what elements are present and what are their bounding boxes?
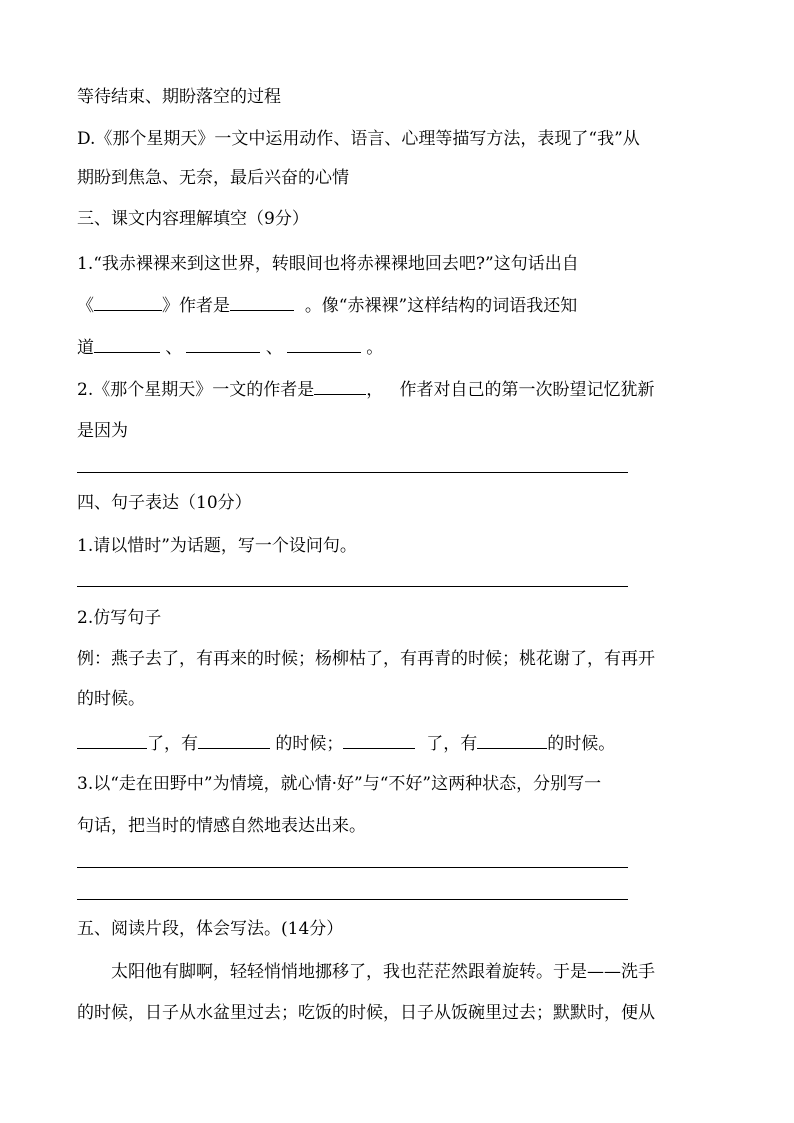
question-3-1-line-1 [77,253,579,275]
text-fragment: 道 [77,338,94,358]
option-c-continued [77,86,281,108]
question-text: 是因为 [77,421,128,441]
question-4-3-line-1 [77,773,601,795]
answer-line[interactable] [77,472,628,473]
question-4-1 [77,535,357,557]
text-line: 等待结束、期盼落空的过程 [77,87,281,107]
passage-text: 的时候，日子从水盆里过去；吃饭的时候，日子从饭碗里过去；默默时，便从 [77,1003,655,1023]
option-d-continued [77,167,349,189]
answer-line[interactable] [77,867,628,868]
text-fragment: ， 作者对自己的第一次盼望记忆犹新 [366,380,655,400]
fill-blank-book-title[interactable] [94,294,162,311]
fill-blank-imitation-1[interactable] [77,732,147,749]
text-fragment: 。 [366,338,384,358]
example-line-1 [77,648,655,670]
fill-blank-author[interactable] [230,294,294,311]
fill-blank-imitation-4[interactable] [477,732,547,749]
passage-line-1 [111,961,655,983]
question-text: 2.仿写句子 [77,608,162,628]
passage-line-2 [77,1002,655,1024]
fill-blank-author-2[interactable] [314,378,366,395]
text-fragment: 2.《那个星期天》一文的作者是 [77,380,315,400]
question-4-3-line-2 [77,815,366,837]
passage-text: 太阳他有脚啊，轻轻悄悄地挪移了，我也茫茫然跟着旋转。于是——洗手 [111,962,655,982]
fill-blank-imitation-2[interactable] [198,732,270,749]
fill-blank-word-2[interactable] [186,336,260,353]
question-text: 1.“我赤裸裸来到这世界，转眼间也将赤裸裸地回去吧?”这句话出自 [77,254,579,274]
example-text: 例：燕子去了，有再来的时候；杨柳枯了，有再青的时候；桃花谢了，有再开 [77,649,655,669]
question-text: 句话，把当时的情感自然地表达出来。 [77,816,366,836]
section-4-heading [77,492,252,514]
question-3-1-line-2 [77,294,577,316]
question-3-2-line-1 [77,378,654,400]
text-fragment: 。像“赤裸裸”这样结构的词语我还知 [304,296,578,316]
text-fragment: 了，有 [426,734,478,754]
text-line: 期盼到焦急、无奈，最后兴奋的心情 [77,168,349,188]
question-3-2-line-2 [77,420,128,442]
question-text: 3.以“走在田野中”为情境，就心情·好”与“不好”这两种状态，分别写一 [77,774,602,794]
section-3-heading [77,208,309,230]
example-line-2 [77,688,145,710]
text-fragment: 》作者是 [162,296,230,316]
fill-blank-word-1[interactable] [94,336,160,353]
imitation-fill-line [77,732,615,754]
section-heading: 四、句子表达（10分） [77,493,252,513]
text-fragment: 、 [165,338,183,358]
question-3-1-line-3 [77,336,383,358]
option-d [77,128,640,150]
fill-blank-imitation-3[interactable] [343,732,415,749]
section-5-heading [77,918,343,940]
text-fragment: 了，有 [147,734,198,754]
text-fragment: 《 [77,296,94,316]
text-fragment: 、 [265,338,283,358]
section-heading: 五、阅读片段，体会写法。(14分） [77,919,344,939]
fill-blank-word-3[interactable] [287,336,361,353]
question-text: 1.请以惜时”为话题，写一个设问句。 [77,536,357,556]
example-text: 的时候。 [77,689,145,709]
section-heading: 三、课文内容理解填空（9分） [77,209,309,229]
text-fragment: 的时候。 [547,734,616,754]
answer-line[interactable] [77,586,628,587]
text-line: D.《那个星期天》一文中运用动作、语言、心理等描写方法，表现了“我”从 [77,129,640,149]
text-fragment: 的时候； [275,734,344,754]
answer-line[interactable] [77,899,628,900]
question-4-2 [77,607,161,629]
